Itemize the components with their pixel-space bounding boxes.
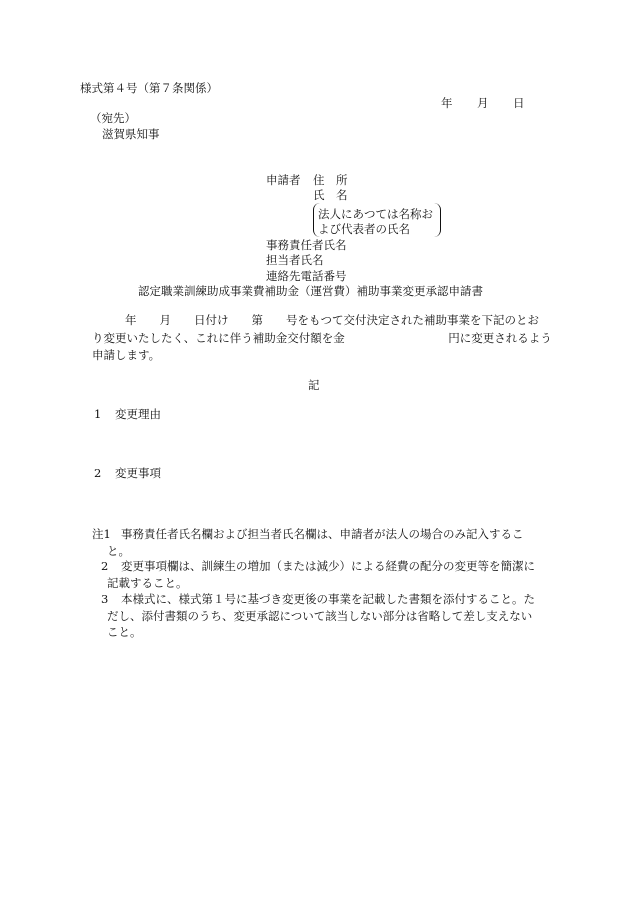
date-year: 年	[441, 96, 453, 110]
phone-label: 連絡先電話番号	[266, 269, 347, 283]
office-manager-label: 事務責任者氏名	[266, 238, 347, 252]
name-label: 氏 名	[313, 188, 348, 202]
note-3-line1: 本様式に、様式第１号に基づき変更後の事業を記載した書類を添付すること。た	[121, 592, 535, 606]
note-2-line2: 記載すること。	[107, 576, 188, 590]
staff-label: 担当者氏名	[266, 253, 324, 267]
note-1-line2: と。	[107, 544, 130, 558]
ki-heading: 記	[308, 378, 320, 392]
address-label: 住 所	[313, 173, 348, 187]
item-2-number: 2	[94, 466, 102, 480]
document-title: 認定職業訓練助成事業費補助金（運営費）補助事業変更承認申請書	[138, 284, 483, 298]
corporate-note-line1: 法人にあつては名称お	[318, 207, 433, 221]
note-1-prefix: 注1	[92, 527, 111, 541]
date-month: 月	[477, 96, 489, 110]
applicant-label: 申請者	[266, 173, 301, 187]
date-day: 日	[513, 96, 525, 110]
note-2-prefix: 2	[101, 559, 109, 573]
note-2-line1: 変更事項欄は、訓練生の増加（または減少）による経費の配分の変更等を簡潔に	[121, 559, 535, 573]
addressee-prefix: （宛先）	[90, 111, 136, 125]
note-1-line1: 事務責任者氏名欄および担当者氏名欄は、申請者が法人の場合のみ記入するこ	[121, 527, 524, 541]
body-line-1: 年 月 日付け 第 号をもつて交付決定された補助事業を下記のとお	[125, 313, 539, 327]
form-number: 様式第４号（第７条関係）	[80, 81, 218, 95]
note-3-prefix: 3	[101, 592, 109, 606]
item-2-label: 変更事項	[115, 466, 161, 480]
corporate-note-line2: よび代表者の氏名	[318, 222, 410, 236]
body-line-3: 申請します。	[92, 348, 161, 362]
item-1-label: 変更理由	[115, 407, 161, 421]
addressee-name: 滋賀県知事	[102, 127, 160, 141]
body-line-2: り変更いたしたく、これに伴う補助金交付額を金 円に変更されるよう	[92, 331, 552, 345]
item-1-number: 1	[94, 407, 102, 421]
note-3-line3: こと。	[107, 625, 142, 639]
note-3-line2: だし、添付書類のうち、変更承認について該当しない部分は省略して差し支えない	[107, 609, 533, 623]
